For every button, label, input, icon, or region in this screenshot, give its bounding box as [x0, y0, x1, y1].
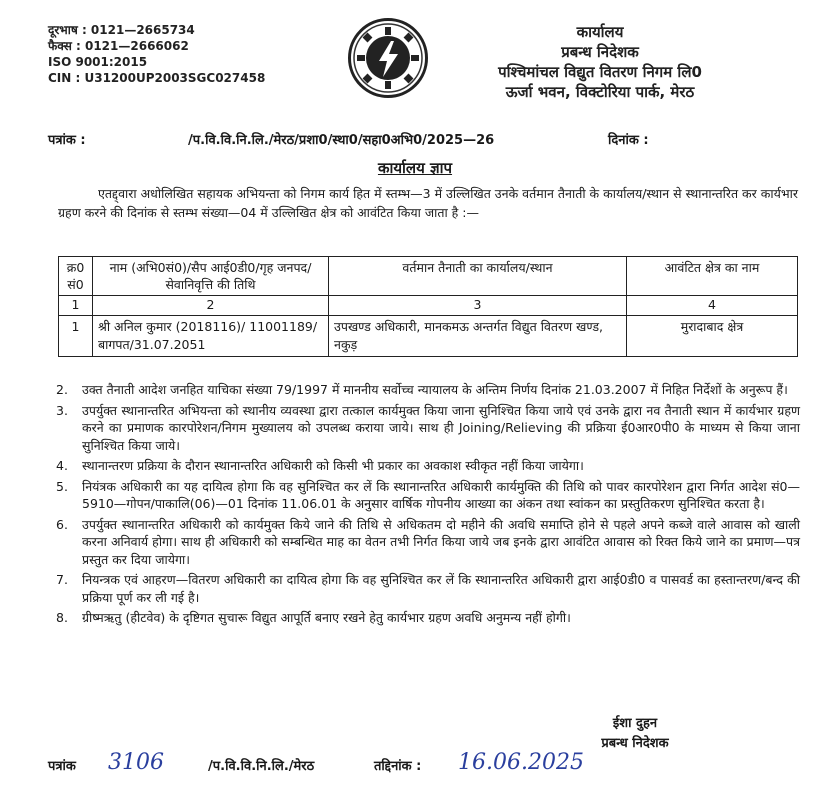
- list-item: [48, 457, 800, 475]
- signatory-designation: प्रबन्ध निदेशक: [601, 736, 669, 751]
- ref-date-label: दिनांक :: [608, 133, 649, 148]
- table-header: क्र0 सं0: [59, 257, 93, 296]
- point-text: ग्रीष्मऋतु (हीटवेव) के दृष्टिगत सुचारू विद्युत आपूर्ति बनाए रखने हेतु कार्यभार ग्रहण अवधि अनुमन्य नहीं होगी।: [82, 610, 571, 625]
- table-cell-area: मुरादाबाद क्षेत्र: [627, 316, 798, 357]
- column-number: 1: [59, 296, 93, 316]
- signatory-name: ईशा दुहन: [612, 716, 658, 731]
- list-item: [48, 381, 800, 399]
- handwritten-date: 16.06.2025: [458, 750, 584, 775]
- contact-block: [48, 22, 265, 86]
- footer-ref: /प.वि.वि.नि.लि./मेरठ: [208, 759, 315, 774]
- fax-number: फैक्स : 0121—2666062: [48, 39, 189, 53]
- table-header: नाम (अभि0सं0)/सैप आई0डी0/गृह जनपद/सेवानिवृत्ति की तिथि: [93, 257, 329, 296]
- table-header: वर्तमान तैनाती का कार्यालय/स्थान: [329, 257, 627, 296]
- office-line-2: प्रबन्ध निदेशक: [561, 43, 639, 61]
- points-list: [48, 381, 800, 630]
- electric-lightning-emblem-icon: [348, 18, 428, 98]
- column-number: 2: [93, 296, 329, 316]
- footer-label: पत्रांक: [48, 759, 76, 774]
- point-number: 6.: [56, 516, 68, 532]
- office-address: [465, 22, 735, 102]
- document-title: कार्यालय ज्ञाप: [377, 159, 453, 177]
- table-cell-serial: 1: [59, 316, 93, 357]
- table-header-row: [59, 257, 798, 296]
- point-text: उक्त तैनाती आदेश जनहित याचिका संख्या 79/1997 में माननीय सर्वोच्च न्यायालय के अन्तिम निर्णय दिनांक 21.03.2007 में निहित निर्देशों के अनुरूप हैं।: [82, 382, 788, 397]
- footer-reference: [48, 752, 808, 782]
- point-number: 2.: [56, 382, 68, 397]
- table-header: आवंटित क्षेत्र का नाम: [627, 257, 798, 296]
- ref-label: पत्रांक :: [48, 133, 86, 148]
- point-number: 8.: [56, 610, 68, 625]
- point-text: उपर्युक्त स्थानान्तरित अधिकारी को कार्यमुक्त किये जाने की तिथि से अधिकतम दो महीने की अवधि समाप्ति होने से पहले अपने कब्जे वाले आवास को खाली करना अनिवार्य होगा। साथ ही अधिकारी को सम्बन्धित माह का वेतन तभी निर्गत किया जाये जब इनके द्वारा आवंटित आवास को रिक्त किये जाने का प्रमाण—पत्र प्रस्तुत कर दिया जायेगा।: [82, 516, 800, 567]
- point-text: उपर्युक्त स्थानान्तरित अभियन्ता को स्थानीय व्यवस्था द्वारा तत्काल कार्यमुक्त किया जाना सुनिश्चित किया जाये एवं उनके द्वारा नव तैनाती स्थान में कार्यभार ग्रहण करने का प्रमाणक कारपोरेशन/निगम मुख्यालय को उपलब्ध कराया जाये। साथ ही Joining/Relieving की प्रक्रिया ई0आर0पी0 के माध्यम से किया जाना सुनिश्चित किया जाये।: [82, 402, 800, 453]
- column-number-row: [59, 296, 798, 316]
- list-item: [48, 571, 800, 606]
- office-line-1: कार्यालय: [576, 23, 624, 41]
- table-cell-posting: उपखण्ड अधिकारी, मानकमऊ अन्तर्गत विद्युत वितरण खण्ड, नकुड़: [329, 316, 627, 357]
- table-row: [59, 316, 798, 357]
- point-text: नियन्त्रक एवं आहरण—वितरण अधिकारी का दायित्व होगा कि वह सुनिश्चित कर लें कि स्थानान्तरित अधिकारी द्वारा आई0डी0 व पासवर्ड का हस्तान्तरण/बन्द की प्रक्रिया पूर्ण कर ली गई है।: [82, 572, 800, 605]
- footer-date-label: तद्दिनांक :: [374, 759, 422, 774]
- table-cell-name: श्री अनिल कुमार (2018116)/ 11001189/बागपत/31.07.2051: [93, 316, 329, 357]
- iso-certification: ISO 9001:2015: [48, 55, 148, 69]
- cin-number: CIN : U31200UP2003SGC027458: [48, 71, 266, 85]
- point-number: 7.: [56, 572, 68, 587]
- intro-paragraph: एतद्द्वारा अधोलिखित सहायक अभियन्ता को निगम कार्य हित में स्तम्भ—3 में उल्लिखित उनके वर्तमान तैनाती के कार्यालय/स्थान से स्थानान्तरित कर कार्यभार ग्रहण करने की दिनांक से स्तम्भ संख्या—04 में उल्लिखित क्षेत्र को आवंटित किया जाता है :—: [58, 186, 798, 220]
- column-number: 4: [627, 296, 798, 316]
- office-line-3: पश्चिमांचल विद्युत वितरण निगम लि0: [498, 63, 702, 81]
- point-number: 5.: [56, 478, 68, 494]
- list-item: [48, 402, 800, 455]
- office-line-4: ऊर्जा भवन, विक्टोरिया पार्क, मेरठ: [505, 83, 695, 101]
- transfer-table: [58, 256, 798, 357]
- point-text: नियंत्रक अधिकारी का यह दायित्व होगा कि वह सुनिश्चित कर लें कि स्थानान्तरित अधिकारी कार्यमुक्ति की तिथि को पावर कारपोरेशन द्वारा निर्गत आदेश सं0—5910—गोपन/पाकालि(06)—01 दिनांक 11.06.01 के अनुसार वार्षिक गोपनीय आख्या का अंकन तथा स्वांकन का प्रस्तुतिकरण सुनिश्चित करता है।: [82, 478, 800, 511]
- list-item: [48, 516, 800, 569]
- point-number: 4.: [56, 458, 68, 473]
- list-item: [48, 609, 800, 627]
- list-item: [48, 478, 800, 513]
- column-number: 3: [329, 296, 627, 316]
- signature-block: [560, 714, 710, 754]
- phone-number: दूरभाष : 0121—2665734: [48, 23, 195, 37]
- handwritten-number: 3106: [108, 750, 164, 775]
- point-number: 3.: [56, 402, 68, 418]
- ref-number: /प.वि.वि.नि.लि./मेरठ/प्रशा0/स्था0/सहा0अभि0/2025—26: [188, 133, 495, 148]
- point-text: स्थानान्तरण प्रक्रिया के दौरान स्थानान्तरित अधिकारी को किसी भी प्रकार का अवकाश स्वीकृत नहीं किया जायेगा।: [82, 458, 584, 473]
